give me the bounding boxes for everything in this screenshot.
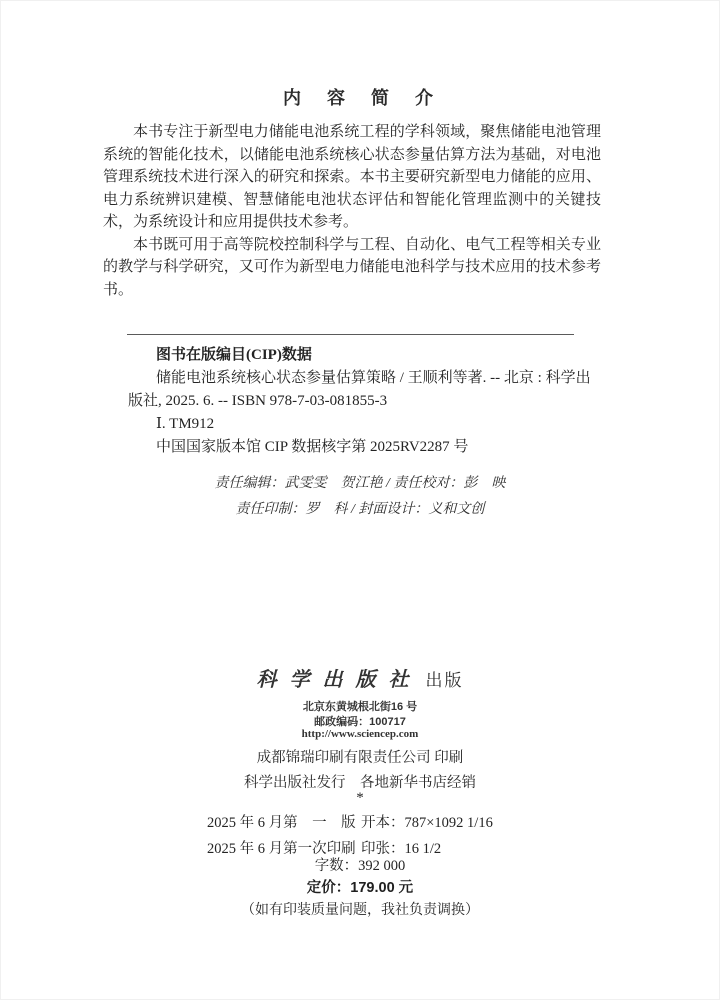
publisher-website: http://www.sciencep.com xyxy=(301,728,419,740)
star-separator: * xyxy=(356,790,364,806)
publisher-address: 北京东黄城根北街16 号 xyxy=(302,701,418,713)
distribution-info: 科学出版社发行 各地新华书店经销 xyxy=(244,775,476,791)
publisher-role-label: 出版 xyxy=(425,671,464,690)
credits-editors-line: 责任编辑：武雯雯 贺江艳 / 责任校对：彭 映 xyxy=(214,476,506,491)
page-title: 内 容 简 介 xyxy=(283,88,437,108)
intro-paragraph-2: 本书既可用于高等院校控制科学与工程、自动化、电气工程等相关专业的教学与科学研究，又可作为新型电力储能电池科学与技术应用的技术参考书。 xyxy=(103,236,601,298)
publisher-logo-text: 科学出版社 xyxy=(256,669,422,691)
edition-date: 2025 年 6 月第 一 版 xyxy=(207,815,356,831)
publisher-logo-line xyxy=(0,663,720,692)
cip-isbn-line: 版社, 2025. 6. -- ISBN 978-7-03-081855-3 xyxy=(128,393,388,409)
word-count: 字数：392 000 xyxy=(314,858,406,874)
credits-printing-design-line: 责任印制：罗 科 / 封面设计：义和文创 xyxy=(235,501,485,517)
staff-credits xyxy=(0,471,720,522)
cip-heading: 图书在版编目(CIP)数据 xyxy=(156,347,312,363)
cip-data-block xyxy=(128,344,598,459)
printing-date: 2025 年 6 月第一次印刷 xyxy=(207,840,356,857)
book-format: 开本：787×1092 1/16 xyxy=(361,815,493,831)
cip-title-author-line: 储能电池系统核心状态参量估算策略 / 王顺利等著. -- 北京 : 科学出 xyxy=(156,370,591,386)
intro-paragraph-1: 本书专注于新型电力储能电池系统工程的学科领域，聚焦储能电池管理系统的智能化技术，以储能电池系统核心状态参量估算方法为基础，对电池管理系统技术进行深入的研究和探索。本书主要研究新型电力储能的应用、电力系统辨识建模、智慧储能电池状态评估和智能化管理监测中的关键技术，为系统设计和应用提供技术参考。 xyxy=(103,124,601,230)
divider-line xyxy=(127,334,574,335)
printer-info: 成都锦瑞印刷有限责任公司 印刷 xyxy=(256,750,464,766)
cip-classification-line: Ⅰ. TM912 xyxy=(156,416,215,432)
printed-sheets: 印张：16 1/2 xyxy=(361,840,442,857)
price: 定价：179.00 元 xyxy=(306,880,414,896)
publisher-postcode: 邮政编码：100717 xyxy=(314,716,406,728)
intro-summary xyxy=(103,121,601,301)
quality-note: （如有印装质量问题，我社负责调换） xyxy=(241,903,479,918)
cip-registration-line: 中国国家版本馆 CIP 数据核字第 2025RV2287 号 xyxy=(156,439,469,455)
